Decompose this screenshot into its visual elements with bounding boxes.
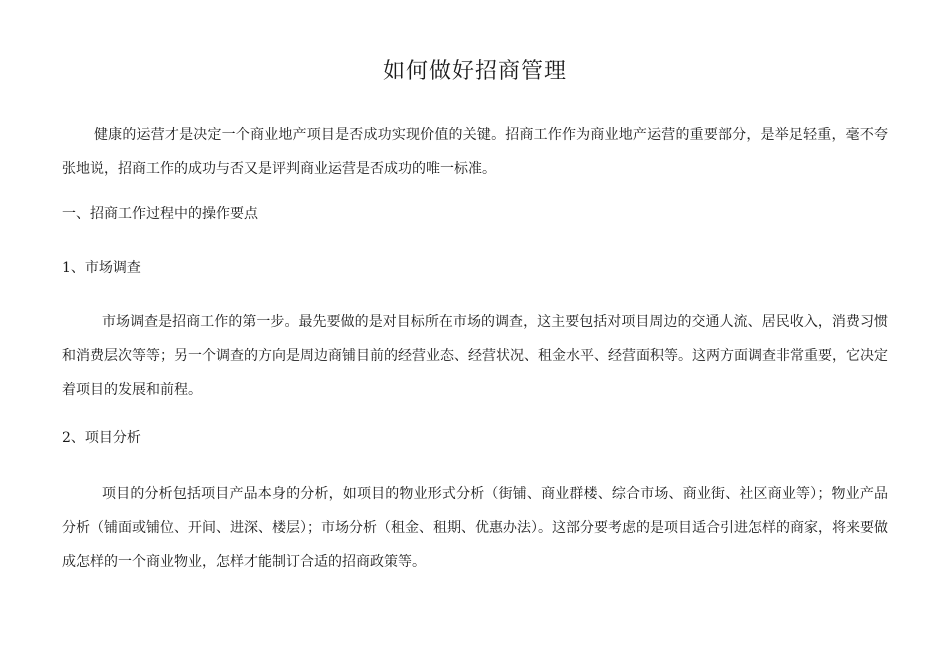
market-research-paragraph: 市场调查是招商工作的第一步。最先要做的是对目标所在市场的调查，这主要包括对项目周边的交通人流、居民收入，消费习惯和消费层次等等；另一个调查的方向是周边商铺目前的经营业态、经营状况、租金水平、经营面积等。这两方面调查非常重要，它决定着项目的发展和前程。 <box>62 314 888 398</box>
section-heading: 一、招商工作过程中的操作要点 <box>62 206 258 222</box>
subsection-heading-market-research: 1、市场调查 <box>62 260 141 276</box>
intro-paragraph: 健康的运营才是决定一个商业地产项目是否成功实现价值的关键。招商工作作为商业地产运营的重要部分，是举足轻重，毫不夸张地说，招商工作的成功与否又是评判商业运营是否成功的唯一标准。 <box>62 127 888 177</box>
document-title: 如何做好招商管理 <box>382 59 567 84</box>
project-analysis-paragraph: 项目的分析包括项目产品本身的分析，如项目的物业形式分析（街铺、商业群楼、综合市场、商业街、社区商业等）；物业产品分析（铺面或铺位、开间、进深、楼层）；市场分析（租金、租期、优惠办法）。这部分要考虑的是项目适合引进怎样的商家，将来要做成怎样的一个商业物业，怎样才能制订合适的招商政策等。 <box>62 486 888 570</box>
subsection-heading-project-analysis: 2、项目分析 <box>62 430 141 446</box>
